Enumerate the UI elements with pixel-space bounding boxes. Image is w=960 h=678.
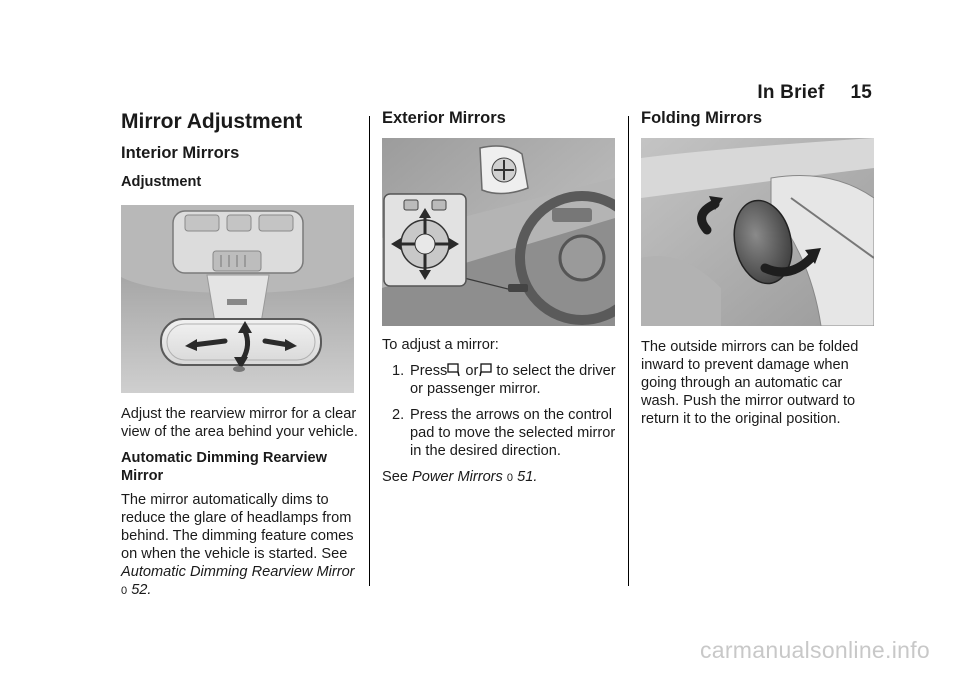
step-text: Press the arrows on the control pad to move the selected mirror in the desired direction. (410, 407, 616, 459)
list-item (382, 406, 620, 460)
step-text-pre: Press (410, 363, 448, 379)
right-mirror-icon (478, 363, 492, 377)
auto-dimming-xref[interactable]: Automatic Dimming Rearview Mirror (121, 564, 355, 580)
adjustment-text: Adjust the rearview mirror for a clear view of the area behind your vehicle. (121, 406, 358, 440)
section-title: In Brief (757, 82, 825, 103)
auto-dimming-text (121, 491, 359, 600)
auto-dimming-xref-page[interactable]: 52. (131, 582, 152, 598)
exterior-intro: To adjust a mirror: (382, 337, 499, 353)
see-label: See (382, 469, 408, 485)
column-interior-mirrors (121, 108, 359, 608)
column-folding-mirrors (641, 108, 879, 436)
interior-mirrors-heading: Interior Mirrors (121, 144, 240, 162)
step-number: 2. (392, 407, 405, 423)
left-mirror-icon (447, 363, 461, 377)
column-divider (369, 116, 370, 586)
step-text-or: or (465, 363, 479, 379)
power-mirrors-xref-page[interactable]: 51. (517, 469, 538, 485)
page-ref-symbol: 0 (121, 585, 128, 597)
running-head (757, 82, 872, 104)
exterior-steps (382, 362, 620, 460)
exterior-see-also (382, 468, 620, 487)
folding-mirrors-text: The outside mirrors can be folded inward to prevent damage when going through an automatic car wash. Push the mirror outward to return it to the original position. (641, 339, 859, 427)
exterior-mirror-control-illustration (382, 138, 615, 326)
page-ref-symbol: 0 (506, 472, 514, 484)
column-divider (628, 116, 629, 586)
rearview-mirror-illustration (121, 205, 354, 393)
page-title: Mirror Adjustment (121, 110, 303, 133)
exterior-mirrors-heading: Exterior Mirrors (382, 109, 506, 127)
list-item (382, 362, 620, 398)
auto-dimming-heading: Automatic Dimming Rearview Mirror (121, 450, 327, 484)
folding-mirrors-heading: Folding Mirrors (641, 109, 762, 127)
step-text-post: to select the driver or passenger mirror. (410, 363, 616, 397)
power-mirrors-xref[interactable]: Power Mirrors (412, 469, 503, 485)
column-exterior-mirrors (382, 108, 620, 495)
watermark: carmanualsonline.info (699, 637, 930, 663)
page-number: 15 (850, 82, 872, 103)
adjustment-heading: Adjustment (121, 174, 202, 190)
folding-mirror-illustration (641, 138, 874, 326)
step-number: 1. (392, 363, 405, 379)
auto-dimming-body: The mirror automatically dims to reduce the glare of headlamps from behind. The dimming feature comes on when the vehicle is started. See (121, 492, 354, 562)
